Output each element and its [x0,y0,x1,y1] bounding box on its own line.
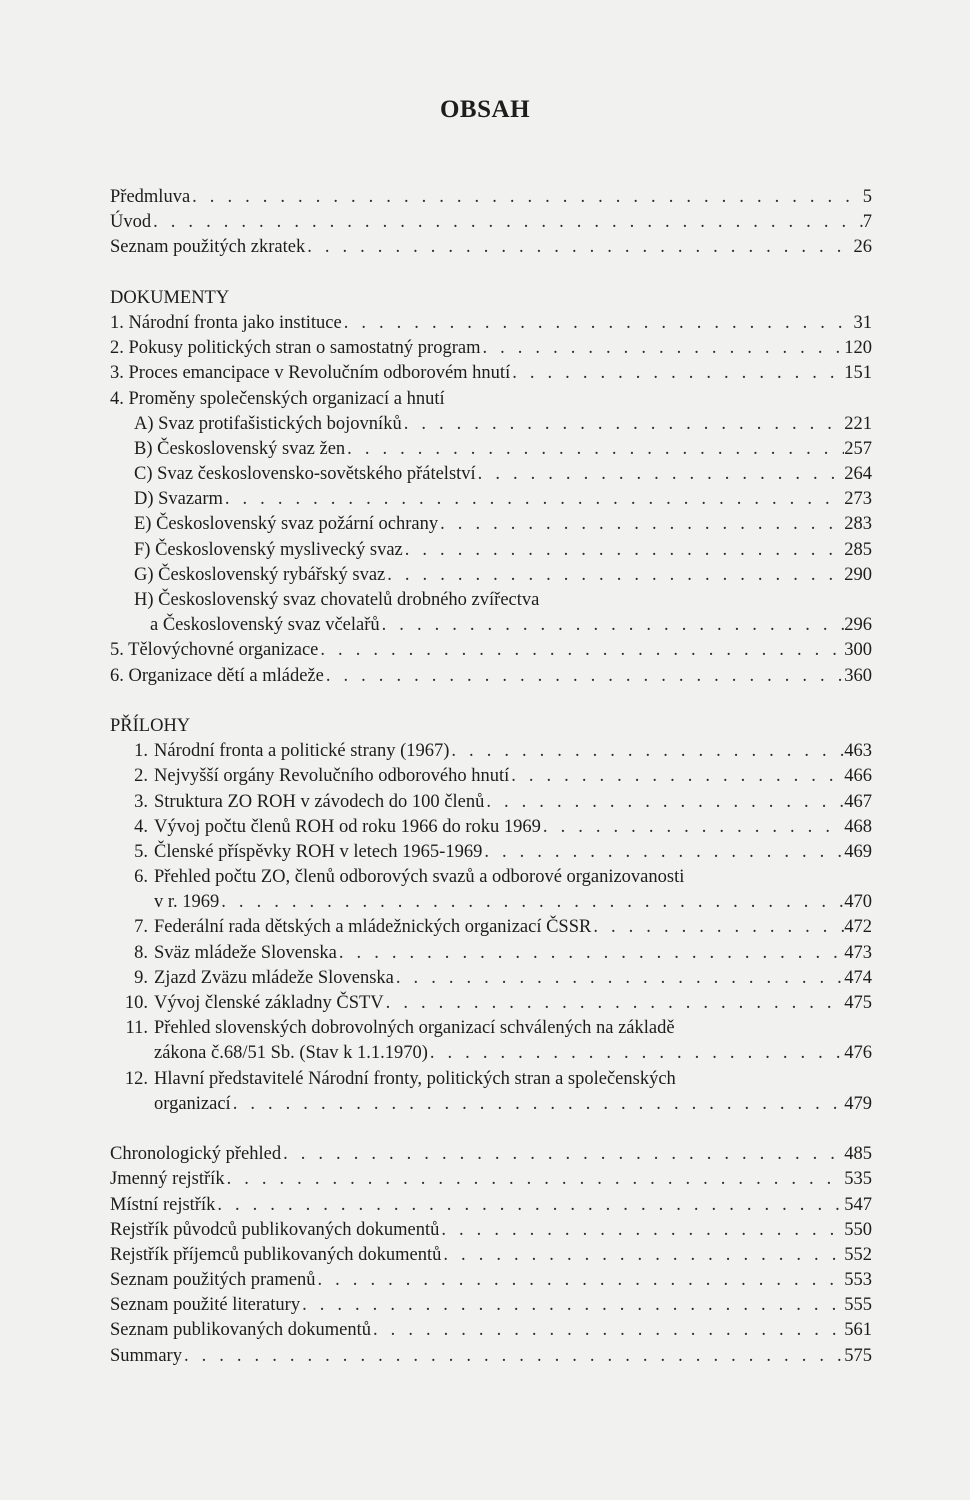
toc-entry-continuation: zákona č.68/51 Sb. (Stav k 1.1.1970) . . . 476 [110,1041,872,1066]
leader-dots [484,790,844,815]
toc-entry: 3. Proces emancipace v Revolučním odborovém hnutí . . . 151 [110,361,872,386]
leader-dots [480,336,844,361]
toc-entry: Seznam použitých zkratek . . . 26 [110,235,872,260]
leader-dots [182,1344,844,1369]
leader-dots [394,966,844,991]
page-number: 257 [844,438,872,459]
page-number: 5 [862,187,872,207]
leader-dots [591,915,844,940]
leader-dots [403,538,845,563]
leader-dots [385,563,844,588]
table-of-contents [110,185,872,1369]
toc-entry: 5. Členské příspěvky ROH v letech 1965-1969 . . . 469 [110,840,872,865]
toc-entry: Rejstřík příjemců publikovaných dokumentů . . . 552 [110,1243,872,1268]
toc-entry: Předmluva . . . 5 [110,185,872,210]
leader-dots [223,487,844,512]
toc-entry: 7. Federální rada dětských a mládežnických organizací ČSSR . . . 472 [110,915,872,940]
leader-dots [428,1041,844,1066]
leader-dots [305,235,853,260]
toc-entry: Místní rejstřík . . . 547 [110,1193,872,1218]
page-number: 550 [844,1219,872,1240]
toc-entry: 4. Vývoj počtu členů ROH od roku 1966 do roku 1969 . . . 468 [110,815,872,840]
leader-dots [371,1318,844,1343]
leader-dots [476,462,845,487]
toc-entry: 2. Pokusy politických stran o samostatný program . . . 120 [110,336,872,361]
section-heading-dokumenty: DOKUMENTY [110,287,230,308]
toc-subentry: C) Svaz československo-sovětského přátelství . . . 264 [110,462,872,487]
page-number: 463 [844,741,872,762]
leader-dots [337,941,844,966]
page-number: 283 [844,514,872,535]
leader-dots [300,1293,844,1318]
page-number: 466 [844,766,872,787]
leader-dots [151,210,863,235]
leader-dots [324,664,844,689]
leader-dots [441,1243,844,1268]
page-number: 479 [844,1093,872,1114]
toc-entry: 1. Národní fronta jako instituce . . . 31 [110,311,872,336]
toc-entry: 4. Proměny společenských organizací a hnutí [110,388,445,409]
leader-dots [438,512,844,537]
page-number: 31 [853,312,872,333]
toc-entry: Úvod . . . 7 [110,210,872,235]
page-number: 561 [844,1320,872,1341]
toc-subentry: G) Československý rybářský svaz . . . 290 [110,563,872,588]
leader-dots [384,991,845,1016]
toc-entry: Seznam publikovaných dokumentů . . . 561 [110,1318,872,1343]
page-number: 475 [844,993,872,1013]
toc-entry: Summary . . . 575 [110,1344,872,1369]
toc-entry: 11. Přehled slovenských dobrovolných organizací schválených na základě [125,1018,675,1039]
leader-dots [509,764,844,789]
leader-dots [342,311,854,336]
page-title: OBSAH [439,96,531,123]
page-number: 300 [844,640,872,661]
leader-dots [345,437,844,462]
page-number: 472 [844,917,872,938]
toc-entry: 9. Zjazd Zväzu mládeže Slovenska . . . 474 [110,966,872,991]
page-number: 26 [853,237,872,258]
toc-subentry: A) Svaz protifašistických bojovníků . . . 221 [110,412,872,437]
page-number: 555 [844,1295,872,1316]
page-number: 547 [844,1194,872,1215]
page-number: 535 [844,1169,872,1190]
page-number: 575 [844,1345,872,1366]
leader-dots [318,638,844,663]
leader-dots [541,815,844,840]
toc-entry: 2. Nejvyšší orgány Revolučního odborového hnutí . . . 466 [110,764,872,789]
page-number: 485 [844,1144,872,1165]
leader-dots [190,185,863,210]
page-number: 7 [862,212,872,233]
toc-entry: 5. Tělovýchovné organizace . . . 300 [110,638,872,663]
toc-entry: Seznam použitých pramenů . . . 553 [110,1268,872,1293]
toc-entry: 3. Struktura ZO ROH v závodech do 100 členů . . . 467 [110,790,872,815]
page-number: 473 [844,942,872,963]
leader-dots [231,1092,845,1117]
toc-entry: 8. Sväz mládeže Slovenska . . . 473 [110,941,872,966]
leader-dots [215,1193,844,1218]
section-heading-prilohy: PŘÍLOHY [110,715,191,736]
leader-dots [449,739,844,764]
toc-subentry-continuation: a Československý svaz včelařů . . . 296 [110,613,872,638]
toc-entry: 1. Národní fronta a politické strany (1967) . . . 463 [110,739,872,764]
toc-subentry: H) Československý svaz chovatelů drobného zvířectva [134,590,540,610]
page-number: 360 [844,665,872,686]
toc-subentry: B) Československý svaz žen . . . 257 [110,437,872,462]
toc-subentry: F) Československý myslivecký svaz . . . 285 [110,538,872,563]
toc-subentry: D) Svazarm . . . 273 [110,487,872,512]
leader-dots [225,1167,845,1192]
page-number: 273 [844,489,872,510]
page-number: 467 [844,791,872,812]
page-number: 285 [844,539,872,560]
page-number: 553 [844,1270,872,1291]
toc-subentry: E) Československý svaz požární ochrany . . . 283 [110,512,872,537]
page-number: 468 [844,816,872,837]
leader-dots [402,412,845,437]
page-number: 470 [844,892,872,913]
page-number: 120 [844,338,872,359]
page-number: 290 [844,564,872,585]
leader-dots [380,613,845,638]
toc-entry-continuation: organizací . . . 479 [110,1092,872,1117]
page-number: 264 [844,464,872,485]
page-number: 469 [844,841,872,862]
leader-dots [219,890,844,915]
page-number: 552 [844,1244,872,1265]
toc-entry: 6. Přehled počtu ZO, členů odborových svazů a odborové organizovanosti [134,867,685,888]
page-number: 296 [844,615,872,636]
leader-dots [281,1142,844,1167]
leader-dots [482,840,844,865]
page-number: 474 [844,967,872,988]
toc-entry: Jmenný rejstřík . . . 535 [110,1167,872,1192]
toc-entry-continuation: v r. 1969 . . . 470 [110,890,872,915]
toc-entry: Seznam použité literatury . . . 555 [110,1293,872,1318]
page-number: 151 [844,363,872,384]
toc-entry: Chronologický přehled . . . 485 [110,1142,872,1167]
toc-entry: Rejstřík původců publikovaných dokumentů . . . 550 [110,1218,872,1243]
page-number: 221 [844,413,872,434]
leader-dots [439,1218,844,1243]
leader-dots [316,1268,845,1293]
toc-entry: 10. Vývoj členské základny ČSTV . . . 475 [110,991,872,1016]
toc-entry: 6. Organizace dětí a mládeže . . . 360 [110,664,872,689]
page-number: 476 [844,1043,872,1064]
toc-entry: 12. Hlavní představitelé Národní fronty, politických stran a společenských [124,1068,676,1089]
leader-dots [510,361,844,386]
